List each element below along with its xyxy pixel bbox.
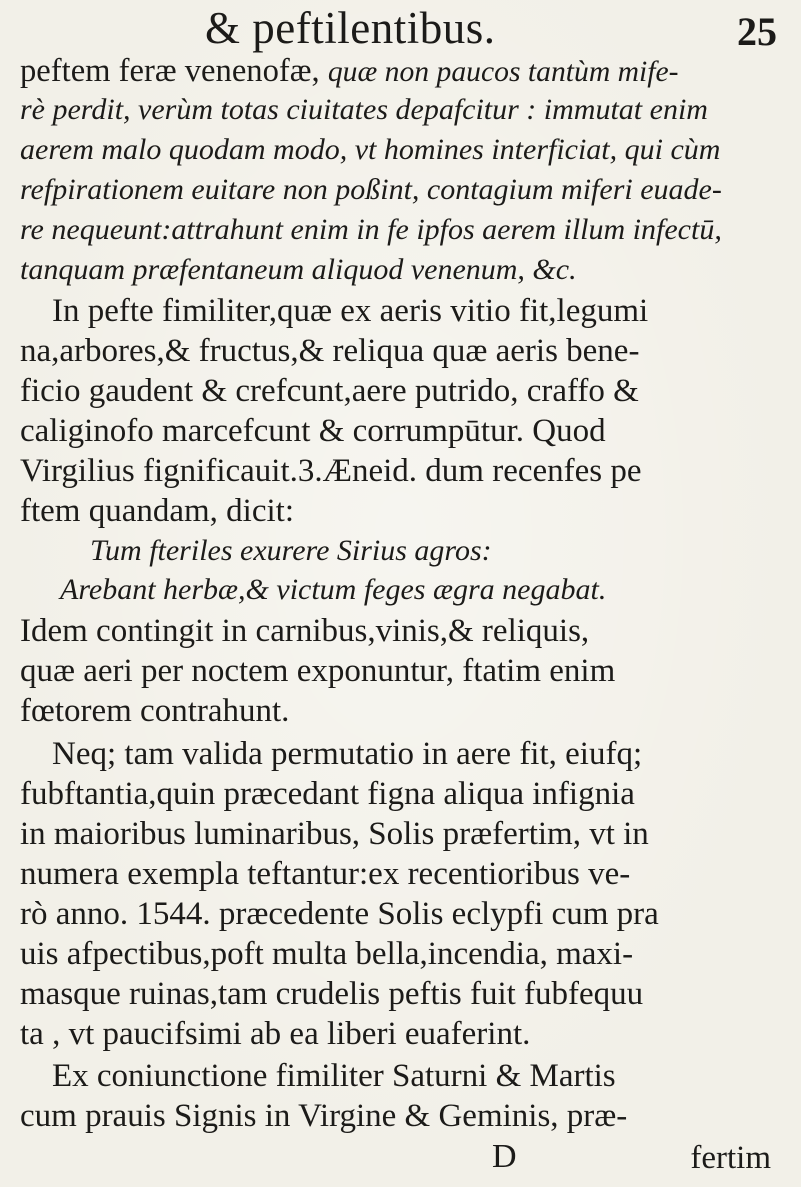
text-line-15: Idem contingit in carnibus,vinis,& reliquis, — [20, 613, 590, 649]
text-line-24: masque ruinas,tam crudelis peftis fuit fubfequu — [20, 976, 644, 1012]
text-line-23: uis afpectibus,poft multa bella,incendia, maxi- — [20, 936, 634, 972]
text-line-5: re nequeunt:attrahunt enim in fe ipfos aerem illum infectū, — [20, 213, 722, 246]
running-title: & peftilentibus. — [205, 3, 496, 53]
page-number: 25 — [737, 9, 777, 54]
signature-mark: D — [492, 1138, 517, 1175]
text-line-25: ta , vt paucifsimi ab ea liberi euaferint. — [20, 1016, 531, 1052]
text-line-19: fubftantia,quin præcedant figna aliqua infignia — [20, 776, 635, 812]
text-line-11: Virgilius fignificauit.3.Æneid. dum recenfes pe — [20, 453, 642, 489]
text-line-18: Neq; tam valida permutatio in aere fit, eiufq; — [52, 736, 643, 772]
text-line-27: cum prauis Signis in Virgine & Geminis, præ- — [20, 1098, 628, 1134]
text-line-1-roman: peftem feræ venenofæ, — [20, 53, 328, 89]
text-line-20: in maioribus luminaribus, Solis præfertim, vt in — [20, 816, 649, 852]
text-line-26: Ex coniunctione fimiliter Saturni & Martis — [52, 1058, 616, 1094]
running-head — [0, 0, 801, 60]
text-line-10: caliginofo marcefcunt & corrumpūtur. Quod — [20, 413, 606, 449]
text-line-17: fœtorem contrahunt. — [20, 693, 290, 729]
verse-line-2: Arebant herbæ,& victum feges ægra negabat. — [60, 573, 607, 606]
text-line-1-italic: quæ non paucos tantùm mife- — [327, 55, 679, 88]
text-line-8: na,arbores,& fructus,& reliqua quæ aeris bene- — [20, 333, 640, 369]
text-line-16: quæ aeri per noctem exponuntur, ftatim enim — [20, 653, 616, 689]
text-line-12: ftem quandam, dicit: — [20, 493, 295, 529]
text-line-9: ficio gaudent & crefcunt,aere putrido, craffo & — [20, 373, 639, 409]
text-line-4: refpirationem euitare non poßint, contagium miferi euade- — [20, 173, 722, 206]
text-line-2: rè perdit, verùm totas ciuitates depafcitur : immutat enim — [20, 93, 708, 126]
text-line-6: tanquam præfentaneum aliquod venenum, &c. — [20, 253, 577, 286]
catchword: fertim — [690, 1140, 771, 1176]
text-line-1 — [20, 55, 781, 88]
text-line-22: rò anno. 1544. præcedente Solis eclypfi cum pra — [20, 896, 659, 932]
text-line-7: In pefte fimiliter,quæ ex aeris vitio fit,legumi — [52, 293, 649, 329]
text-line-3: aerem malo quodam modo, vt homines interficiat, qui cùm — [20, 133, 721, 166]
verse-line-1: Tum fteriles exurere Sirius agros: — [90, 534, 492, 567]
text-line-21: numera exempla teftantur:ex recentioribus ve- — [20, 856, 631, 892]
